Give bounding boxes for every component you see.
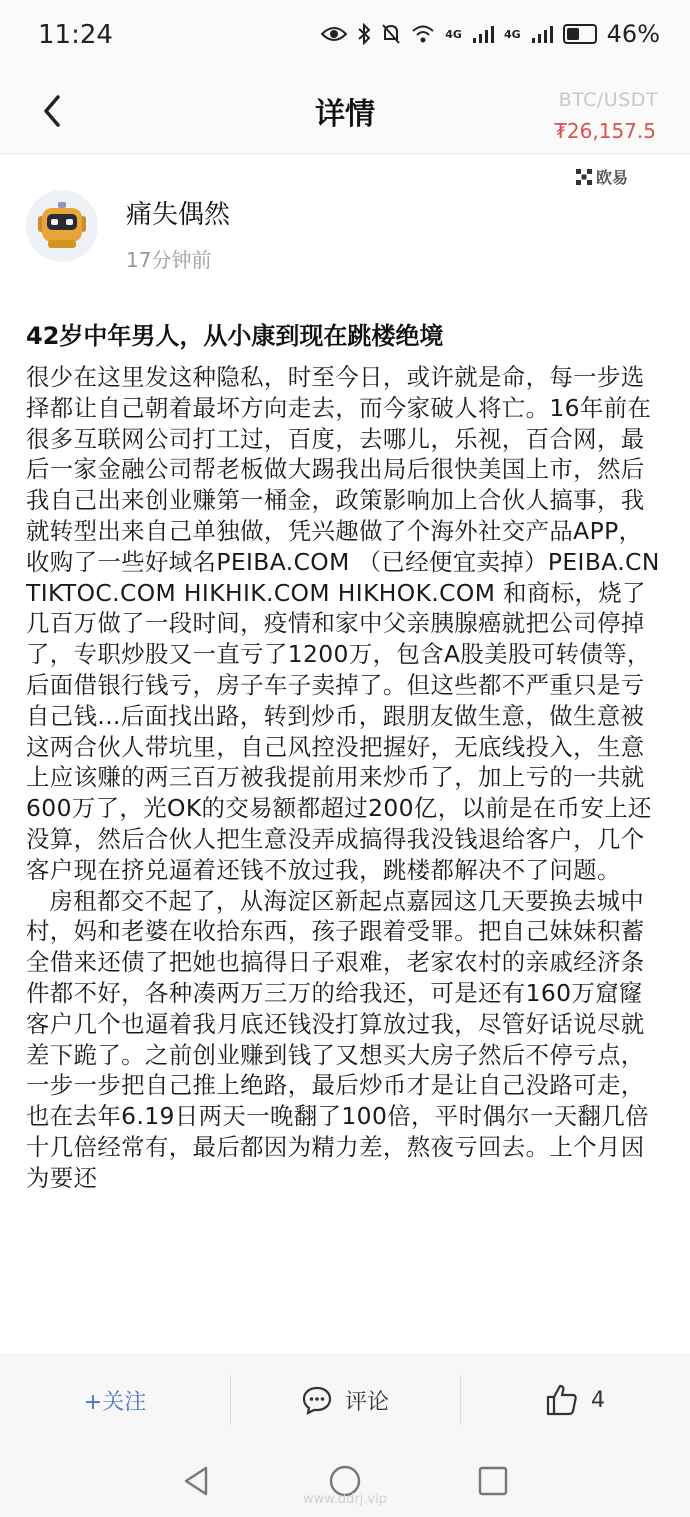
ticker-pair[interactable]: BTC/USDT	[558, 89, 658, 111]
header	[0, 75, 690, 154]
brand-name: 欧易	[595, 168, 628, 187]
watermark: www.ddrj.vip	[303, 1492, 387, 1507]
post-paragraph: 房租都交不起了，从海淀区新起点嘉园这几天要换去城中村，妈和老婆在收拾东西，孩子跟着受罪。把自己妹妹积蓄全借来还债了把她也搞得日子艰难，老家农村的亲戚经济条件都不好，各种凑两万三万的给我还，可是还有160万窟窿客户几个也逼着我月底还钱没打算放过我，尽管好话说尽就差下跪了。之前创业赚到钱了又想买大房子然后不停亏点，一步一步把自己推上绝路，最后炒币才是让自己没路可走，也在去年6.19日两天一晚翻了100倍，平时偶尔一天翻几倍十几倍经常有，最后都因为精力差，熬夜亏回去。上个月因为要还	[26, 886, 649, 1192]
eye-icon	[321, 25, 347, 43]
okx-logo-icon	[576, 169, 592, 185]
post-paragraph: 很少在这里发这种隐私，时至今日，或许就是命，每一步选择都让自己朝着最坏方向走去，而今家破人将亡。16年前在很多互联网公司打工过，百度，去哪儿，乐视，百合网，最后一家金融公司帮老板做大踢我出局后很快美国上市，然后我自己出来创业赚第一桶金，政策影响加上合伙人搞事，我就转型出来自己单独做，凭兴趣做了个海外社交产品APP，收购了一些好域名PEIBA.COM （已经便宜卖掉）PEIBA.CN TIKTOC.COM HIKHIK.COM HIKHOK.COM 和商标，烧了几百万做了一段时间，疫情和家中父亲胰腺癌就把公司停掉了，专职炒股又一直亏了1200万，包含A股美股可转债等，后面借银行钱亏，房子车子卖掉了。但这些都不严重只是亏自己钱...后面找出路，转到炒币，跟朋友做生意，做生意被这两合伙人带坑里，自己风控没把握好，无底线投入，生意上应该赚的两三百万被我提前用来炒币了，加上亏的一共就600万了，光OK的交易额都超过200亿，以前是在币安上还没算，然后合伙人把生意没弄成搞得我没钱退给客户，几个客户现在挤兑逼着还钱不放过我，跳楼都解决不了问题。	[26, 363, 660, 884]
follow-label: +关注	[83, 1389, 147, 1415]
status-icons	[321, 20, 660, 48]
thumbs-up-icon	[545, 1383, 579, 1417]
like-button[interactable]	[460, 1355, 690, 1445]
avatar[interactable]	[26, 190, 98, 262]
status-bar	[0, 0, 690, 75]
brand-mark	[576, 165, 628, 188]
content-fade	[0, 1318, 690, 1354]
post-body	[26, 362, 666, 1350]
battery-percent: 46%	[606, 20, 660, 48]
comment-button[interactable]	[230, 1355, 460, 1445]
mute-bell-icon	[381, 23, 401, 45]
network-label: 4G	[445, 27, 462, 41]
ticker-price[interactable]: ₮26,157.5	[554, 119, 656, 143]
wifi-icon	[411, 24, 435, 44]
like-count: 4	[591, 1387, 605, 1413]
bluetooth-icon	[357, 23, 371, 45]
status-time: 11:24	[38, 20, 113, 50]
chat-bubble-icon	[301, 1385, 333, 1415]
battery-icon	[563, 24, 597, 44]
robot-avatar-icon	[26, 190, 98, 262]
follow-button[interactable]	[0, 1355, 230, 1445]
page-title: 详情	[315, 97, 375, 132]
post-time: 17分钟前	[126, 248, 212, 272]
signal-icon	[472, 24, 494, 44]
network-label: 4G	[503, 27, 521, 41]
post-title: 42岁中年男人，从小康到现在跳楼绝境	[26, 322, 444, 350]
comment-label: 评论	[344, 1389, 389, 1415]
author-name[interactable]: 痛失偶然	[126, 200, 231, 230]
system-nav-bar	[0, 1444, 690, 1517]
action-bar	[0, 1354, 690, 1445]
signal-icon	[531, 24, 553, 44]
